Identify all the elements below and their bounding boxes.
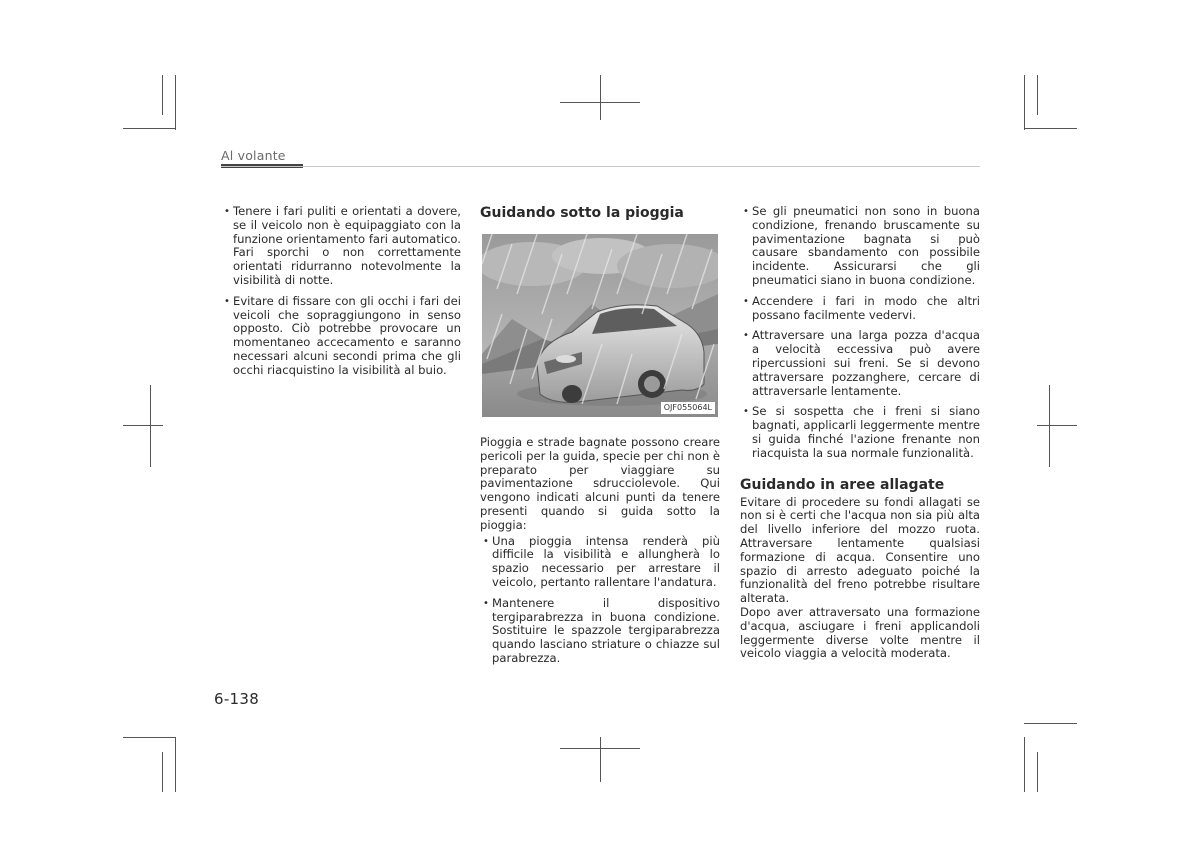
section-title-rain: Guidando sotto la pioggia <box>480 205 684 221</box>
bullet-list-rain-continued <box>740 205 980 461</box>
section-title-flooded: Guidando in aree allagate <box>740 476 945 493</box>
car-in-rain-image <box>482 234 718 417</box>
column-right <box>740 205 980 661</box>
list-item: • Mantenere il dispositivo tergiparabrezza in buona condizione. Sostituire le spazzole tergiparabrezza quando lasciano striature o chiazze sul parabrezza. <box>480 597 720 666</box>
flooded-paragraph-1: Evitare di procedere su fondi allagati se non si è certi che l'acqua non sia più alta del livello inferiore del mozzo ruota. Attraversare lentamente qualsiasi formazione di acqua. Consentire uno spazio di arresto adeguato poiché la funzionalità del freno potrebbe risultare alterata. <box>740 494 980 606</box>
bullet-list-headlights <box>221 205 461 378</box>
list-item: • Se si sospetta che i freni si siano bagnati, applicarli leggermente mentre si guida finché l'azione frenante non riacquista la sua normale funzionalità. <box>740 405 980 460</box>
list-item: • Attraversare una larga pozza d'acqua a velocità eccessiva può avere ripercussioni sui freni. Se si devono attraversare pozzanghere, cercare di attraversarle lentamente. <box>740 329 980 398</box>
bullet-list-rain <box>480 535 720 666</box>
page-number: 6-138 <box>214 690 260 708</box>
list-item: • Una pioggia intensa renderà più difficile la visibilità e allungherà lo spazio necessario per arrestare il veicolo, pertanto rallentare l'andatura. <box>480 535 720 590</box>
section-header: Al volante <box>221 148 286 163</box>
header-divider <box>221 166 980 167</box>
column-middle <box>480 205 720 673</box>
rain-driving-illustration <box>482 234 718 417</box>
flooded-paragraph-2: Dopo aver attraversato una formazione d'acqua, asciugare i freni applicandoli leggermente diverse volte mentre il veicolo viaggia a velocità moderata. <box>740 604 980 661</box>
list-item: • Tenere i fari puliti e orientati a dovere, se il veicolo non è equipaggiato con la funzione orientamento fari automatico. Fari sporchi o non correttamente orientati ridurranno notevolmente la visibilità di notte. <box>221 205 461 288</box>
list-item: • Evitare di fissare con gli occhi i fari dei veicoli che sopraggiungono in senso opposto. Ciò potrebbe provocare un momentaneo accecamento e saranno necessari alcuni secondi prima che gli occhi riacquistino la visibilità al buio. <box>221 295 461 378</box>
rain-intro-paragraph: Pioggia e strade bagnate possono creare pericoli per la guida, specie per chi non è preparato per viaggiare su pavimentazione sdrucciolevole. Qui vengono indicati alcuni punti da tenere presenti quando si guida sotto la pioggia: <box>480 435 720 532</box>
list-item: • Accendere i fari in modo che altri possano facilmente vedervi. <box>740 295 980 323</box>
column-left <box>221 205 461 385</box>
figure-code: OJF055064L <box>661 402 715 414</box>
list-item: • Se gli pneumatici non sono in buona condizione, frenando bruscamente su pavimentazione bagnata si può causare sbandamento con possibile incidente. Assicurarsi che gli pneumatici siano in buona condizione. <box>740 205 980 288</box>
